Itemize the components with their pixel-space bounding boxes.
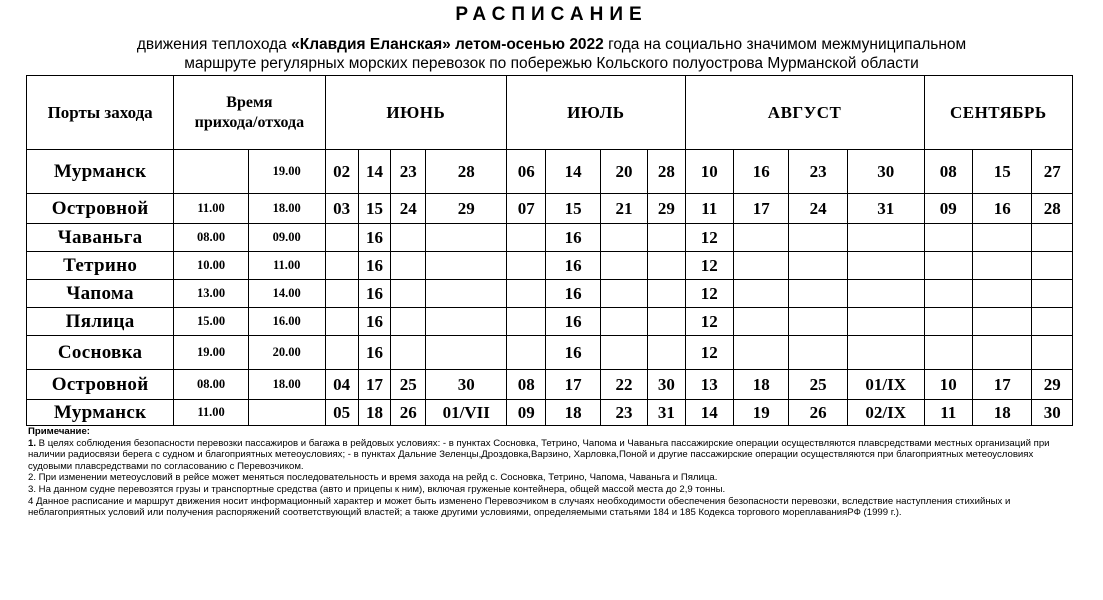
date-cell-july: 21: [600, 194, 647, 224]
date-cell-june: 05: [325, 400, 358, 426]
header-time: [174, 76, 325, 150]
date-cell-july: 08: [507, 370, 546, 400]
date-cell-july: 06: [507, 150, 546, 194]
date-cell-sep: 08: [924, 150, 972, 194]
date-cell-june: 16: [358, 308, 390, 336]
table-row: [27, 224, 1073, 252]
date-cell-june: 15: [358, 194, 390, 224]
date-cell-july: 29: [648, 194, 685, 224]
date-cell-july: 15: [546, 194, 600, 224]
date-cell-july: 14: [546, 150, 600, 194]
date-cell-july: [507, 280, 546, 308]
date-cell-aug: [789, 252, 847, 280]
date-cell-aug: 12: [685, 308, 733, 336]
date-cell-aug: [733, 308, 788, 336]
date-cell-june: 25: [391, 370, 426, 400]
date-cell-aug: 18: [733, 370, 788, 400]
date-cell-july: 09: [507, 400, 546, 426]
table-row: [27, 308, 1073, 336]
date-cell-july: [600, 224, 647, 252]
port-name: Чаваньга: [27, 224, 174, 252]
date-cell-sep: [924, 252, 972, 280]
season-year: летом-осенью 2022: [450, 36, 604, 53]
date-cell-sep: [1032, 224, 1073, 252]
date-cell-july: [648, 336, 685, 370]
date-cell-aug: 02/IX: [847, 400, 924, 426]
date-cell-july: 16: [546, 252, 600, 280]
note-4: 4 Данное расписание и маршрут движения носит информационный характер и может быть изменено Перевозчиком в случаях необходимости обеспечения безопасности перевозки, вследствие наступления стихийных и неблагоприятных условий или получения распоряжений соответствующий властей; а также другими условиями, определяемыми статьями 184 и 185 Кодекса торгового мореплаванияРФ (1999 г.).: [28, 495, 1011, 519]
date-cell-july: [600, 308, 647, 336]
note-1-number: 1.: [28, 437, 37, 449]
date-cell-aug: 11: [685, 194, 733, 224]
date-cell-june: 16: [358, 224, 390, 252]
date-cell-june: 16: [358, 252, 390, 280]
note-1: [28, 438, 1078, 473]
date-cell-aug: 17: [733, 194, 788, 224]
arrival-time: [174, 150, 249, 194]
subtitle-line-1: [0, 35, 1103, 54]
date-cell-july: [648, 224, 685, 252]
date-cell-june: [325, 280, 358, 308]
arrival-time: 11.00: [174, 400, 249, 426]
date-cell-june: [325, 224, 358, 252]
table-row: [27, 370, 1073, 400]
date-cell-sep: [972, 336, 1032, 370]
date-cell-aug: [847, 252, 924, 280]
date-cell-sep: [924, 280, 972, 308]
date-cell-aug: 24: [789, 194, 847, 224]
date-cell-aug: 23: [789, 150, 847, 194]
table-row: [27, 336, 1073, 370]
date-cell-june: 17: [358, 370, 390, 400]
date-cell-june: 23: [391, 150, 426, 194]
departure-time: 19.00: [248, 150, 325, 194]
date-cell-aug: [847, 224, 924, 252]
table-row: [27, 194, 1073, 224]
date-cell-june: [426, 308, 507, 336]
date-cell-aug: 12: [685, 336, 733, 370]
date-cell-aug: [789, 224, 847, 252]
date-cell-june: 03: [325, 194, 358, 224]
date-cell-aug: [733, 336, 788, 370]
table-row: [27, 150, 1073, 194]
schedule-table: [26, 75, 1073, 426]
date-cell-sep: [972, 252, 1032, 280]
date-cell-sep: 30: [1032, 400, 1073, 426]
departure-time: 18.00: [248, 194, 325, 224]
date-cell-sep: [1032, 336, 1073, 370]
date-cell-june: [426, 252, 507, 280]
port-name: Островной: [27, 194, 174, 224]
date-cell-july: 31: [648, 400, 685, 426]
table-row: [27, 280, 1073, 308]
arrival-time: 15.00: [174, 308, 249, 336]
date-cell-sep: [972, 280, 1032, 308]
port-name: Мурманск: [27, 400, 174, 426]
date-cell-july: 16: [546, 336, 600, 370]
date-cell-sep: 09: [924, 194, 972, 224]
header-ports: Порты захода: [27, 76, 174, 150]
date-cell-aug: [733, 224, 788, 252]
date-cell-sep: 18: [972, 400, 1032, 426]
departure-time: 09.00: [248, 224, 325, 252]
header-month-june: ИЮНЬ: [325, 76, 507, 150]
date-cell-june: 01/VII: [426, 400, 507, 426]
date-cell-june: [391, 224, 426, 252]
arrival-time: 19.00: [174, 336, 249, 370]
date-cell-aug: 13: [685, 370, 733, 400]
notes-block: [28, 426, 1078, 519]
date-cell-june: [391, 308, 426, 336]
header-row: [27, 76, 1073, 150]
date-cell-aug: [733, 280, 788, 308]
date-cell-july: [507, 252, 546, 280]
date-cell-sep: [1032, 308, 1073, 336]
date-cell-aug: 12: [685, 252, 733, 280]
arrival-time: 08.00: [174, 224, 249, 252]
date-cell-june: 04: [325, 370, 358, 400]
date-cell-june: 26: [391, 400, 426, 426]
date-cell-july: 18: [546, 400, 600, 426]
date-cell-june: [325, 336, 358, 370]
date-cell-june: 14: [358, 150, 390, 194]
date-cell-june: [391, 336, 426, 370]
date-cell-aug: 12: [685, 224, 733, 252]
date-cell-sep: 28: [1032, 194, 1073, 224]
subtitle-pre: движения теплохода: [136, 36, 292, 53]
port-name: Чапома: [27, 280, 174, 308]
date-cell-july: [600, 336, 647, 370]
port-name: Островной: [27, 370, 174, 400]
date-cell-june: [426, 224, 507, 252]
arrival-time: 11.00: [174, 194, 249, 224]
date-cell-june: [426, 280, 507, 308]
date-cell-sep: [1032, 252, 1073, 280]
subtitle-post: года на социально значимом межмуниципальном: [603, 36, 967, 53]
departure-time: 16.00: [248, 308, 325, 336]
arrival-time: 10.00: [174, 252, 249, 280]
header-month-july: ИЮЛЬ: [507, 76, 685, 150]
date-cell-sep: [972, 308, 1032, 336]
date-cell-july: [507, 336, 546, 370]
ship-name: «Клавдия Еланская»: [291, 36, 451, 53]
date-cell-july: 23: [600, 400, 647, 426]
date-cell-july: 07: [507, 194, 546, 224]
date-cell-aug: 16: [733, 150, 788, 194]
departure-time: 18.00: [248, 370, 325, 400]
header-month-september: СЕНТЯБРЬ: [924, 76, 1072, 150]
date-cell-june: 28: [426, 150, 507, 194]
port-name: Тетрино: [27, 252, 174, 280]
date-cell-july: 16: [546, 280, 600, 308]
page-title: РАСПИСАНИЕ: [455, 4, 648, 25]
departure-time: 14.00: [248, 280, 325, 308]
port-name: Сосновка: [27, 336, 174, 370]
date-cell-june: 16: [358, 280, 390, 308]
date-cell-july: [648, 252, 685, 280]
date-cell-aug: 19: [733, 400, 788, 426]
date-cell-sep: [924, 308, 972, 336]
date-cell-july: [507, 224, 546, 252]
date-cell-sep: 17: [972, 370, 1032, 400]
date-cell-sep: 10: [924, 370, 972, 400]
date-cell-june: [426, 336, 507, 370]
date-cell-aug: 01/IX: [847, 370, 924, 400]
date-cell-july: 16: [546, 308, 600, 336]
date-cell-july: [507, 308, 546, 336]
date-cell-aug: 30: [847, 150, 924, 194]
date-cell-aug: [733, 252, 788, 280]
date-cell-aug: [789, 336, 847, 370]
date-cell-aug: 25: [789, 370, 847, 400]
date-cell-july: 20: [600, 150, 647, 194]
date-cell-sep: [924, 224, 972, 252]
date-cell-july: 16: [546, 224, 600, 252]
date-cell-june: 02: [325, 150, 358, 194]
date-cell-june: 30: [426, 370, 507, 400]
port-name: Пялица: [27, 308, 174, 336]
date-cell-june: [391, 280, 426, 308]
departure-time: [248, 400, 325, 426]
date-cell-sep: 16: [972, 194, 1032, 224]
departure-time: 20.00: [248, 336, 325, 370]
date-cell-aug: 31: [847, 194, 924, 224]
date-cell-july: 30: [648, 370, 685, 400]
departure-time: 11.00: [248, 252, 325, 280]
notes-heading: Примечание:: [28, 426, 90, 437]
date-cell-july: 22: [600, 370, 647, 400]
date-cell-june: [391, 252, 426, 280]
date-cell-july: [648, 280, 685, 308]
date-cell-aug: 14: [685, 400, 733, 426]
date-cell-sep: [972, 224, 1032, 252]
arrival-time: 08.00: [174, 370, 249, 400]
date-cell-sep: 11: [924, 400, 972, 426]
date-cell-aug: [789, 280, 847, 308]
header-month-august: АВГУСТ: [685, 76, 924, 150]
table-row: [27, 400, 1073, 426]
date-cell-july: [648, 308, 685, 336]
date-cell-june: [325, 308, 358, 336]
note-1-text: В целях соблюдения безопасности перевозки пассажиров и багажа в рейдовых условиях: - в пунктах Сосновка, Тетрино, Чапома и Чаваньга пассажирские операции осуществляются плавсредствами местных организаций при наличии радиосвязи берега с судном и благоприятных метеоусловиях; - в пунктах Дальние Зеленцы,Дроздовка,Варзино, Харловка,Поной и другие пассажирские операции осуществляются при благоприятных метеоусловиях судовыми плавсредствами по согласованию с Перевозчиком.: [28, 437, 1050, 472]
date-cell-june: 18: [358, 400, 390, 426]
date-cell-june: [325, 252, 358, 280]
note-3: 3. На данном судне перевозятся грузы и транспортные средства (авто и прицепы к ним), включая груженые контейнера, общей массой места до 2,9 тонны.: [28, 483, 726, 495]
date-cell-july: [600, 280, 647, 308]
date-cell-july: 28: [648, 150, 685, 194]
date-cell-june: 16: [358, 336, 390, 370]
header-time-line2: прихода/отхода: [194, 113, 305, 131]
date-cell-aug: 12: [685, 280, 733, 308]
date-cell-june: 24: [391, 194, 426, 224]
note-2: 2. При изменении метеоусловий в рейсе может меняться последовательность и время захода на рейд с. Сосновка, Тетрино, Чапома, Чаваньга и Пялица.: [28, 472, 718, 484]
date-cell-aug: [847, 280, 924, 308]
date-cell-aug: [789, 308, 847, 336]
date-cell-july: 17: [546, 370, 600, 400]
date-cell-june: 29: [426, 194, 507, 224]
date-cell-aug: [847, 336, 924, 370]
arrival-time: 13.00: [174, 280, 249, 308]
date-cell-sep: [924, 336, 972, 370]
date-cell-sep: [1032, 280, 1073, 308]
subtitle-line-2: маршруте регулярных морских перевозок по побережью Кольского полуострова Мурманской области: [184, 55, 919, 72]
header-time-line1: Время: [226, 93, 273, 111]
date-cell-sep: 15: [972, 150, 1032, 194]
table-row: [27, 252, 1073, 280]
date-cell-aug: 10: [685, 150, 733, 194]
date-cell-sep: 29: [1032, 370, 1073, 400]
date-cell-aug: [847, 308, 924, 336]
date-cell-sep: 27: [1032, 150, 1073, 194]
date-cell-july: [600, 252, 647, 280]
date-cell-aug: 26: [789, 400, 847, 426]
port-name: Мурманск: [27, 150, 174, 194]
